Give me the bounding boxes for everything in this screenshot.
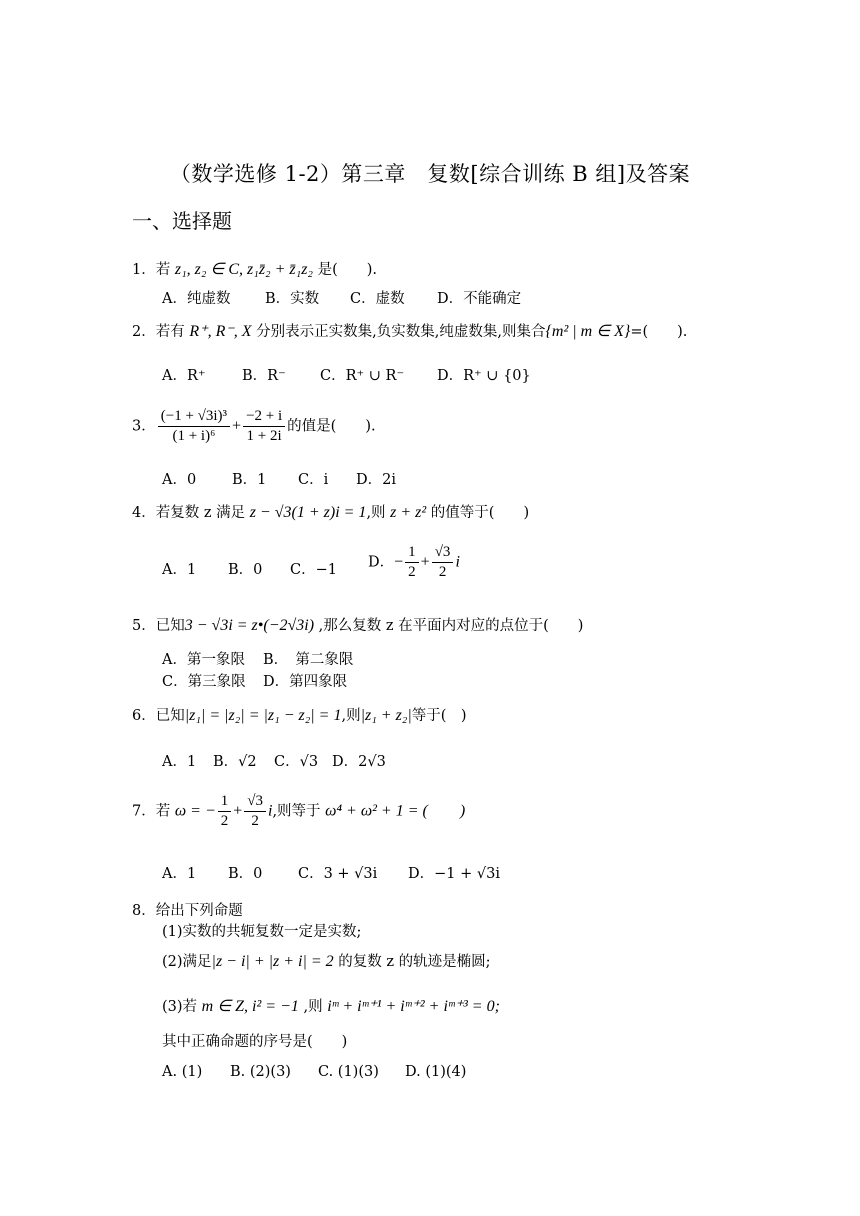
page-title: （数学选修 1-2）第三章 复数[综合训练 B 组]及答案 [169, 162, 691, 186]
q6-tail: 等于( ) [411, 708, 467, 724]
q1-tail: 是( ). [312, 262, 378, 278]
q5-option-d: D．第四象限 [263, 674, 348, 690]
q8-question: 其中正确命题的序号是( ) [162, 1034, 348, 1050]
q7-fraction-1 [218, 793, 232, 830]
q1-option-b: B．实数 [265, 291, 320, 307]
question-5 [132, 614, 583, 635]
q6-math-2: |z₁ + z₂| [360, 707, 412, 724]
q5-option-b: B． 第二象限 [263, 652, 354, 668]
q2-option-a: A．R⁺ [162, 368, 206, 384]
q3-option-b: B．1 [232, 472, 267, 488]
q8-p3-mid: ,则 [298, 999, 328, 1015]
q4-number: 4．若复数 z 满足 [132, 505, 250, 521]
q7-option-d: D．−1 + √3i [408, 866, 500, 882]
q4-option-c: C．−1 [290, 562, 337, 578]
q6-option-c: C．√3 [274, 754, 319, 770]
q3-tail: 的值是( ). [287, 418, 376, 435]
q5-option-c: C．第三象限 [162, 674, 246, 690]
q1-math: z₁, z₂ ∈ C, z₁z̄₂ + z̄₁z₂ [174, 261, 313, 278]
q4-d-fraction-1 [405, 544, 419, 581]
question-6 [132, 704, 467, 725]
q7-mid: ,则等于 [272, 803, 326, 820]
q8-p2-suffix: 的复数 z 的轨迹是椭圆; [333, 954, 491, 970]
q4-mid: ,则 [366, 505, 391, 521]
q2-number: 2．若有 [132, 324, 190, 340]
q7-f2-den: 2 [251, 813, 259, 829]
q4-math-2: z + z² [390, 504, 427, 521]
q7-option-a: A．1 [162, 866, 197, 882]
q7-f1-num: 1 [218, 793, 232, 812]
q3-number: 3． [132, 418, 156, 435]
q6-option-b: B．√2 [213, 754, 257, 770]
q6-option-a: A．1 [162, 754, 197, 770]
q8-option-d: D. (1)(4) [405, 1064, 467, 1080]
q6-number: 6．已知 [132, 708, 185, 724]
q2-tail: =( ). [630, 324, 688, 340]
q7-math: ω⁴ + ω² + 1 = ( ) [325, 802, 466, 820]
question-4 [132, 501, 529, 522]
q8-option-a: A. (1) [162, 1064, 203, 1080]
section-heading: 一、选择题 [132, 209, 232, 233]
q6-mid: ,则 [341, 708, 361, 724]
q3-option-d: D．2i [356, 472, 396, 488]
q7-option-c: C．3 + √3i [298, 866, 378, 882]
q8-proposition-3 [162, 995, 500, 1016]
q2-math: R⁺, R⁻, X [189, 323, 252, 340]
q7-fraction-2 [244, 793, 266, 830]
q2-mid: 分别表示正实数集,负实数集,纯虚数集,则集合 [251, 324, 546, 340]
q8-p2-math: |z − i| + |z + i| = 2 [211, 953, 334, 970]
q5-option-a: A．第一象限 [162, 652, 245, 668]
q3-f1-denominator: (1 + i)⁶ [172, 428, 216, 444]
q4-option-a: A．1 [162, 562, 197, 578]
q7-option-b: B．0 [228, 866, 263, 882]
q4-option-d-label: D． [368, 554, 395, 571]
q8-p3-prefix: (3)若 [162, 999, 202, 1015]
q3-fraction-2 [243, 408, 285, 445]
question-3: 3． $\frac{\text{(−1 + √3i)³}}{\text{(1 + i)⁶}}$ + $\frac{-2 + i}{1 + 2i}$ 的值是( ). [132, 408, 376, 444]
q4-math: z − √3(1 + z)i = 1 [249, 504, 367, 521]
q4-d-f1-num: 1 [405, 544, 419, 563]
q6-option-d: D．2√3 [332, 754, 386, 770]
q7-pre: ω = − [174, 802, 216, 820]
q4-d-f2-den: 2 [438, 564, 447, 580]
q5-math: 3 − √3i = z•(−2√3i) [184, 617, 315, 634]
q7-number: 7．若 [132, 803, 175, 820]
q2-option-b: B．R⁻ [242, 368, 286, 384]
q3-f2-denominator: 1 + 2i [246, 428, 282, 444]
q5-tail: ,那么复数 z 在平面内对应的点位于( ) [314, 618, 584, 634]
q6-math: |z₁| = |z₂| = |z₁ − z₂| = 1 [184, 707, 342, 724]
q3-f2-numerator: −2 + i [243, 408, 285, 427]
q7-f2-num: √3 [244, 793, 266, 812]
q4-tail: 的值等于( ) [426, 505, 530, 521]
q1-option-a: A．纯虚数 [162, 291, 231, 307]
question-7: 7．若 ω = − $\frac{1}{2}$ + $\frac{√3}{2}$ i,则等于 ω⁴ + ω² + 1 = ( ) [132, 793, 466, 829]
q1-option-c: C．虚数 [350, 291, 405, 307]
q8-p3-math: m ∈ Z, i² = −1 [201, 998, 299, 1015]
q3-option-a: A．0 [162, 472, 197, 488]
q4-d-f2-num: √3 [432, 544, 454, 563]
q2-option-d: D．R⁺ ∪ {0} [437, 368, 531, 384]
q3-fraction-1 [158, 408, 230, 445]
q2-option-c: C．R⁺ ∪ R⁻ [320, 368, 405, 384]
q8-option-b: B. (2)(3) [230, 1064, 291, 1080]
q1-number: 1．若 [132, 262, 175, 278]
q3-f1-numerator: (−1 + √3i)³ [158, 408, 230, 427]
q8-p2-prefix: (2)满足 [162, 954, 212, 970]
question-8: 8．给出下列命题 [132, 903, 243, 919]
q2-set: {m² | m ∈ X} [545, 323, 631, 340]
q7-f1-den: 2 [220, 813, 229, 829]
q8-option-c: C. (1)(3) [318, 1064, 379, 1080]
q8-proposition-2 [162, 950, 491, 971]
q5-number: 5．已知 [132, 618, 185, 634]
q4-d-fraction-2 [432, 544, 454, 581]
q3-option-c: C．i [298, 472, 329, 488]
q8-p3-math-2: iᵐ + iᵐ⁺¹ + iᵐ⁺² + iᵐ⁺³ = 0; [327, 998, 500, 1015]
question-2 [132, 320, 687, 341]
q4-option-b: B．0 [228, 562, 263, 578]
q4-option-d: D．− $\frac{1}{2}$ + $\frac{√3}{2}$ i [368, 544, 460, 580]
q1-option-d: D．不能确定 [437, 291, 522, 307]
question-1 [132, 258, 377, 279]
q8-proposition-1: (1)实数的共轭复数一定是实数; [162, 924, 362, 940]
q4-d-f1-den: 2 [408, 564, 416, 580]
